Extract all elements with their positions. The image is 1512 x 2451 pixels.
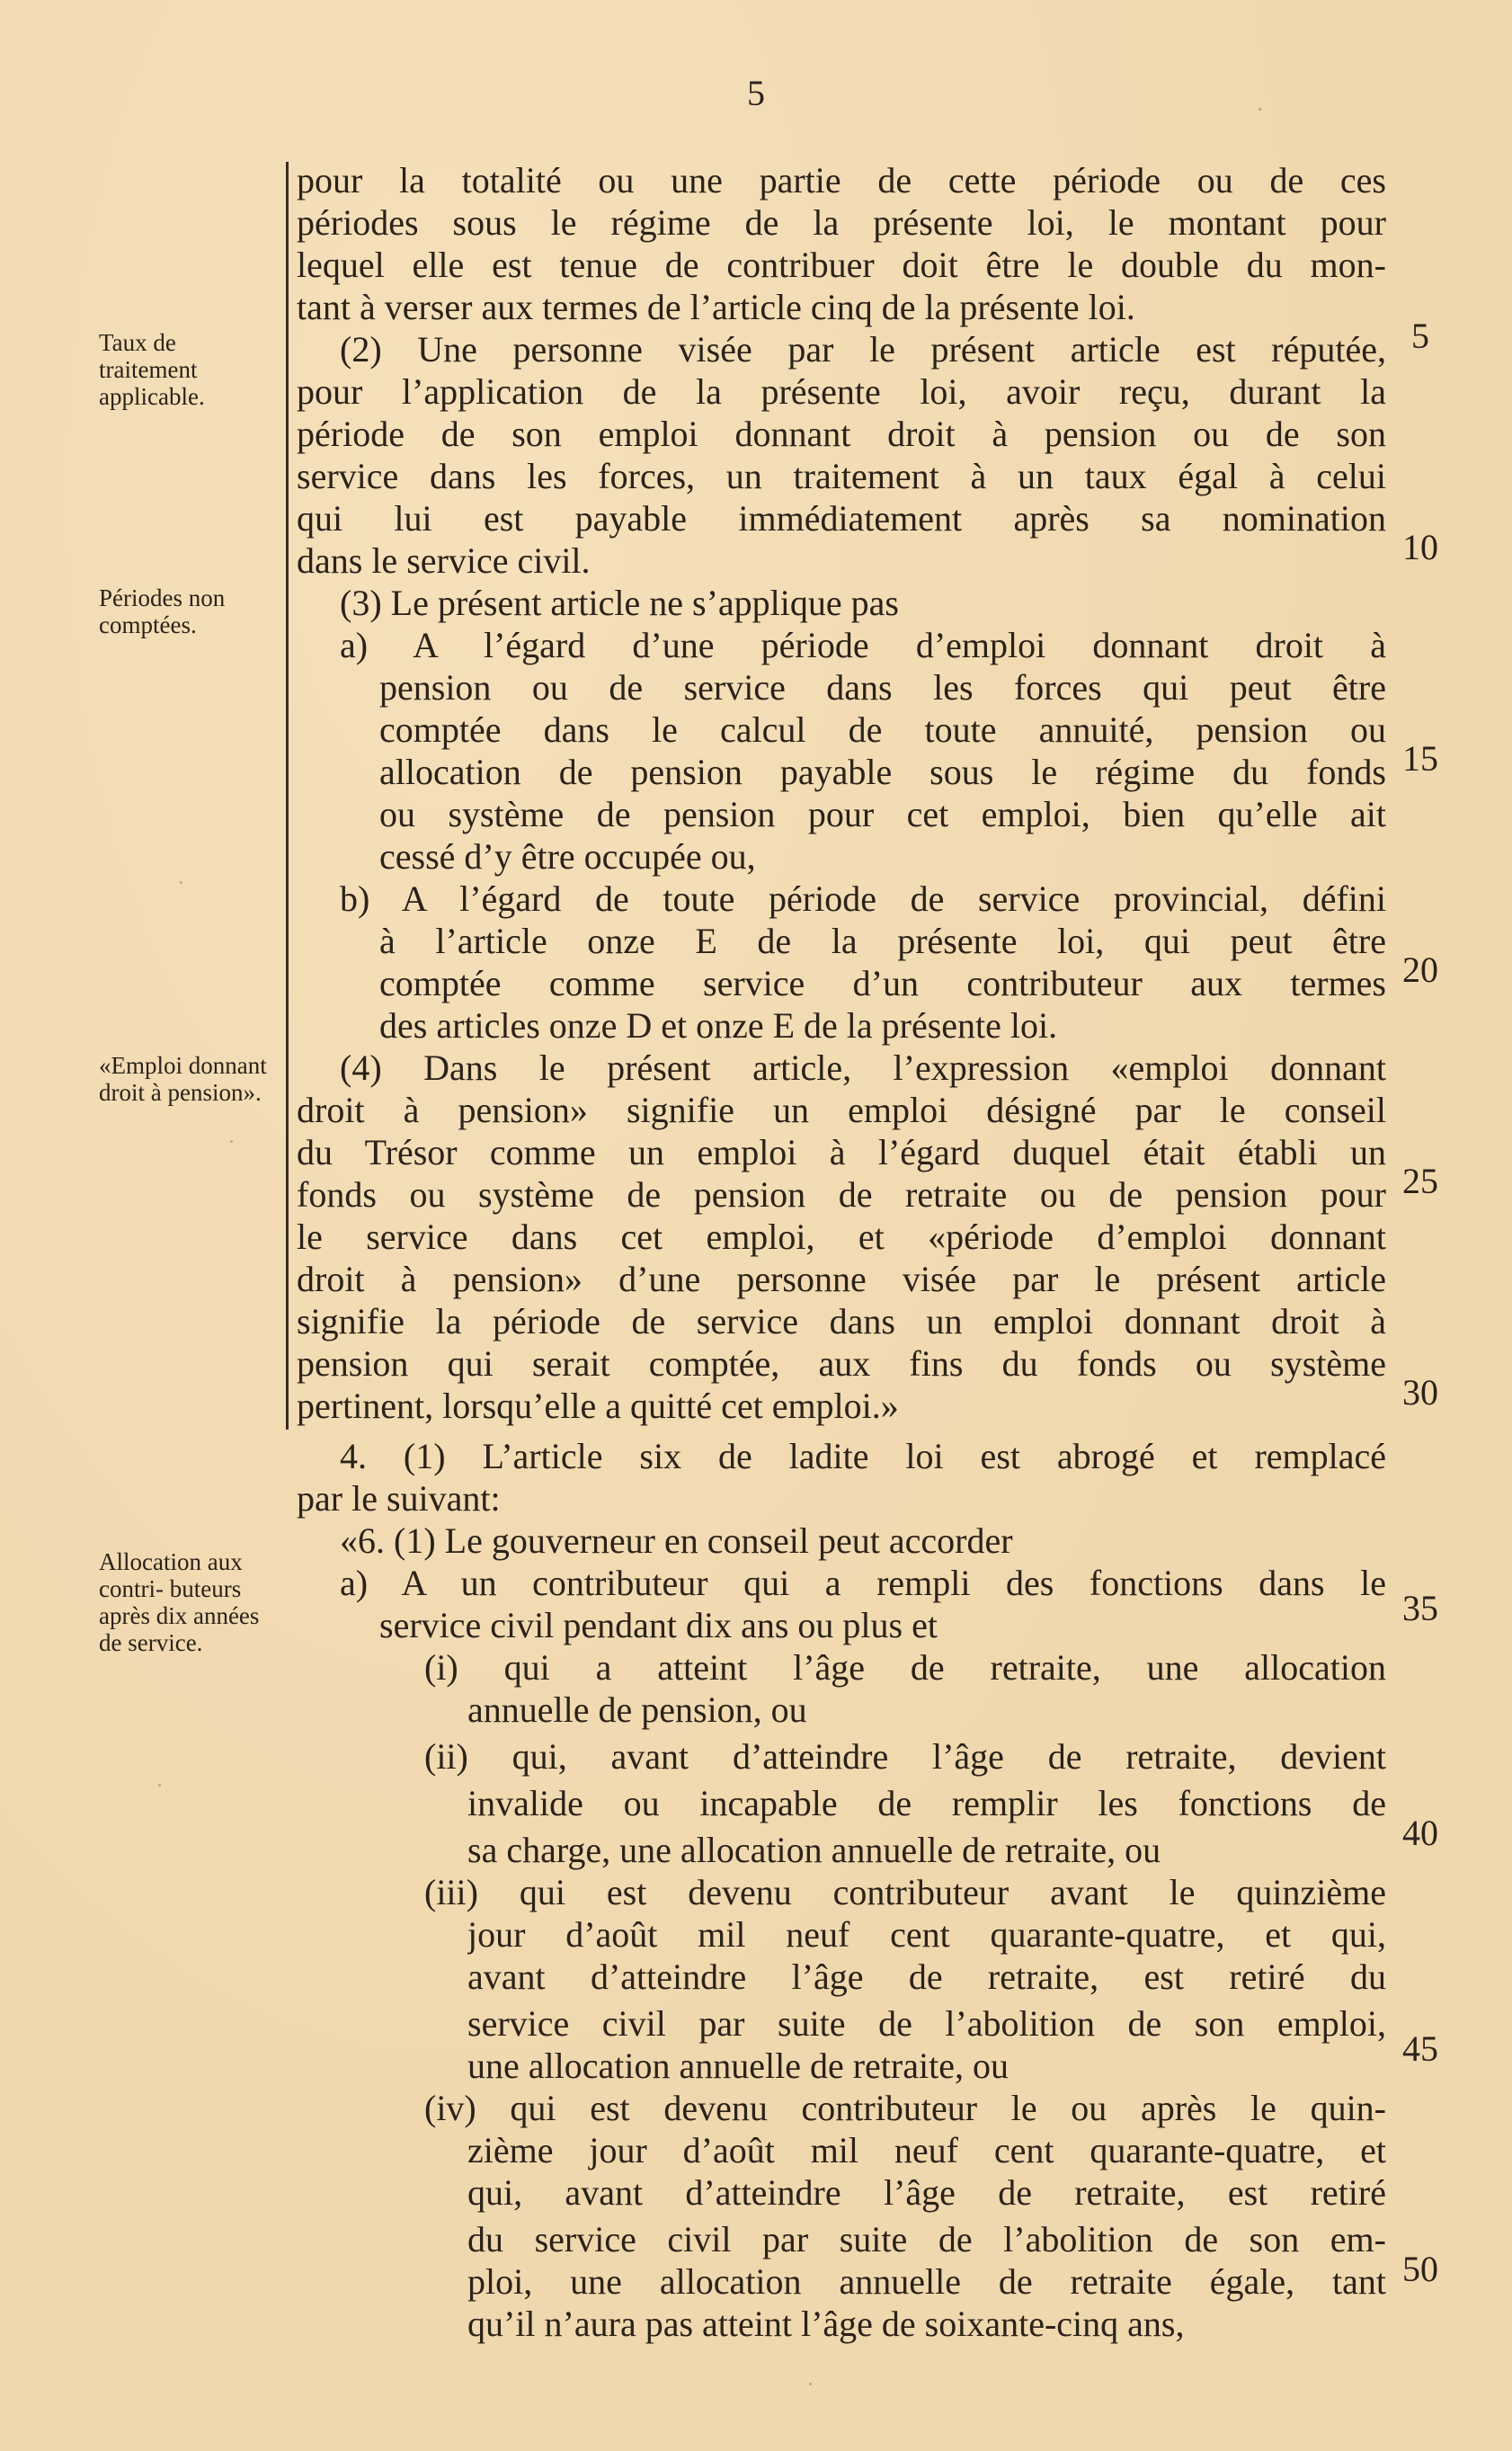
body-line: qu’il n’aura pas atteint l’âge de soixante-cinq ans, <box>467 2304 1185 2344</box>
line-number: 25 <box>1402 1161 1438 1201</box>
body-line: pour l’application de la présente loi, avoir reçu, durant la <box>297 371 1386 412</box>
body-line: tant à verser aux termes de l’article cinq de la présente loi. <box>297 287 1135 327</box>
body-line: le service dans cet emploi, et «période d’emploi donnant <box>297 1217 1386 1257</box>
body-line: service civil pendant dix ans ou plus et <box>379 1605 938 1645</box>
body-line: qui lui est payable immédiatement après sa nomination <box>297 498 1386 539</box>
body-line: par le suivant: <box>297 1478 501 1519</box>
margin-note-periodes: Périodes non comptées. <box>99 584 226 638</box>
body-line: sa charge, une allocation annuelle de retraite, ou <box>467 1830 1161 1870</box>
body-line: jour d’août mil neuf cent quarante-quatre, et qui, <box>467 1914 1386 1955</box>
body-line: comptée dans le calcul de toute annuité, pension ou <box>379 709 1386 750</box>
body-line: (ii) qui, avant d’atteindre l’âge de retraite, devient <box>424 1736 1386 1777</box>
body-line: période de son emploi donnant droit à pension ou de son <box>297 414 1386 454</box>
body-line: une allocation annuelle de retraite, ou <box>467 2045 1009 2086</box>
body-line: b) A l’égard de toute période de service provincial, défini <box>340 878 1386 919</box>
body-line: a) A l’égard d’une période d’emploi donnant droit à <box>340 625 1386 665</box>
body-line: comptée comme service d’un contributeur aux termes <box>379 963 1386 1003</box>
body-line: fonds ou système de pension de retraite ou de pension pour <box>297 1174 1386 1215</box>
body-line: (4) Dans le présent article, l’expression «emploi donnant <box>340 1047 1386 1088</box>
body-line: du Trésor comme un emploi à l’égard duquel était établi un <box>297 1132 1386 1172</box>
margin-note-allocation: Allocation aux contri- buteurs après dix années de service. <box>99 1548 260 1656</box>
line-number: 20 <box>1402 949 1438 990</box>
body-line: service dans les forces, un traitement à un taux égal à celui <box>297 456 1386 496</box>
body-line: dans le service civil. <box>297 540 591 581</box>
body-line: du service civil par suite de l’abolition de son em- <box>467 2219 1386 2259</box>
body-line: (iv) qui est devenu contributeur le ou après le quin- <box>424 2088 1386 2128</box>
body-line: pension qui serait comptée, aux fins du fonds ou système <box>297 1343 1386 1384</box>
body-line: allocation de pension payable sous le régime du fonds <box>379 752 1386 792</box>
body-line: droit à pension» signifie un emploi désigné par le conseil <box>297 1090 1386 1130</box>
body-line: cessé d’y être occupée ou, <box>379 836 756 877</box>
margin-note-taux: Taux de traitement applicable. <box>99 329 205 410</box>
body-line: pour la totalité ou une partie de cette période ou de ces <box>297 160 1386 201</box>
line-number: 10 <box>1402 527 1438 567</box>
margin-rule <box>286 162 289 1430</box>
margin-note-emploi: «Emploi donnant droit à pension». <box>99 1052 267 1106</box>
body-line: zième jour d’août mil neuf cent quarante-quatre, et <box>467 2130 1386 2170</box>
body-line: (3) Le présent article ne s’applique pas <box>340 583 899 623</box>
body-line: lequel elle est tenue de contribuer doit être le double du mon- <box>297 245 1386 285</box>
body-line: a) A un contributeur qui a rempli des fonctions dans le <box>340 1563 1386 1603</box>
line-number: 30 <box>1402 1372 1438 1413</box>
line-number: 50 <box>1402 2249 1438 2289</box>
line-number: 15 <box>1402 738 1438 779</box>
body-line: (iii) qui est devenu contributeur avant le quinzième <box>424 1872 1386 1912</box>
line-number: 5 <box>1411 316 1429 356</box>
body-line: à l’article onze E de la présente loi, qui peut être <box>379 921 1386 961</box>
body-line: droit à pension» d’une personne visée par le présent article <box>297 1259 1386 1299</box>
body-line: annuelle de pension, ou <box>467 1689 807 1730</box>
body-line: pertinent, lorsqu’elle a quitté cet emploi.» <box>297 1386 899 1426</box>
body-line: des articles onze D et onze E de la présente loi. <box>379 1005 1058 1046</box>
line-number: 45 <box>1402 2028 1438 2069</box>
body-line: signifie la période de service dans un emploi donnant droit à <box>297 1301 1386 1341</box>
body-line: pension ou de service dans les forces qui peut être <box>379 667 1386 708</box>
body-line: qui, avant d’atteindre l’âge de retraite, est retiré <box>467 2172 1386 2213</box>
body-line: (i) qui a atteint l’âge de retraite, une allocation <box>424 1647 1386 1688</box>
body-line: 4. (1) L’article six de ladite loi est abrogé et remplacé <box>340 1436 1386 1476</box>
body-line: périodes sous le régime de la présente loi, le montant pour <box>297 202 1386 243</box>
body-line: (2) Une personne visée par le présent article est réputée, <box>340 329 1386 370</box>
line-number: 35 <box>1402 1588 1438 1628</box>
body-line: «6. (1) Le gouverneur en conseil peut accorder <box>340 1520 1013 1561</box>
body-line: ou système de pension pour cet emploi, bien qu’elle ait <box>379 794 1386 834</box>
line-number: 40 <box>1402 1813 1438 1853</box>
body-line: invalide ou incapable de remplir les fonctions de <box>467 1783 1386 1823</box>
body-line: ploi, une allocation annuelle de retraite égale, tant <box>467 2261 1386 2302</box>
body-line: avant d’atteindre l’âge de retraite, est retiré du <box>467 1956 1386 1997</box>
body-line: service civil par suite de l’abolition de son emploi, <box>467 2003 1386 2044</box>
page-number: 5 <box>747 73 765 113</box>
